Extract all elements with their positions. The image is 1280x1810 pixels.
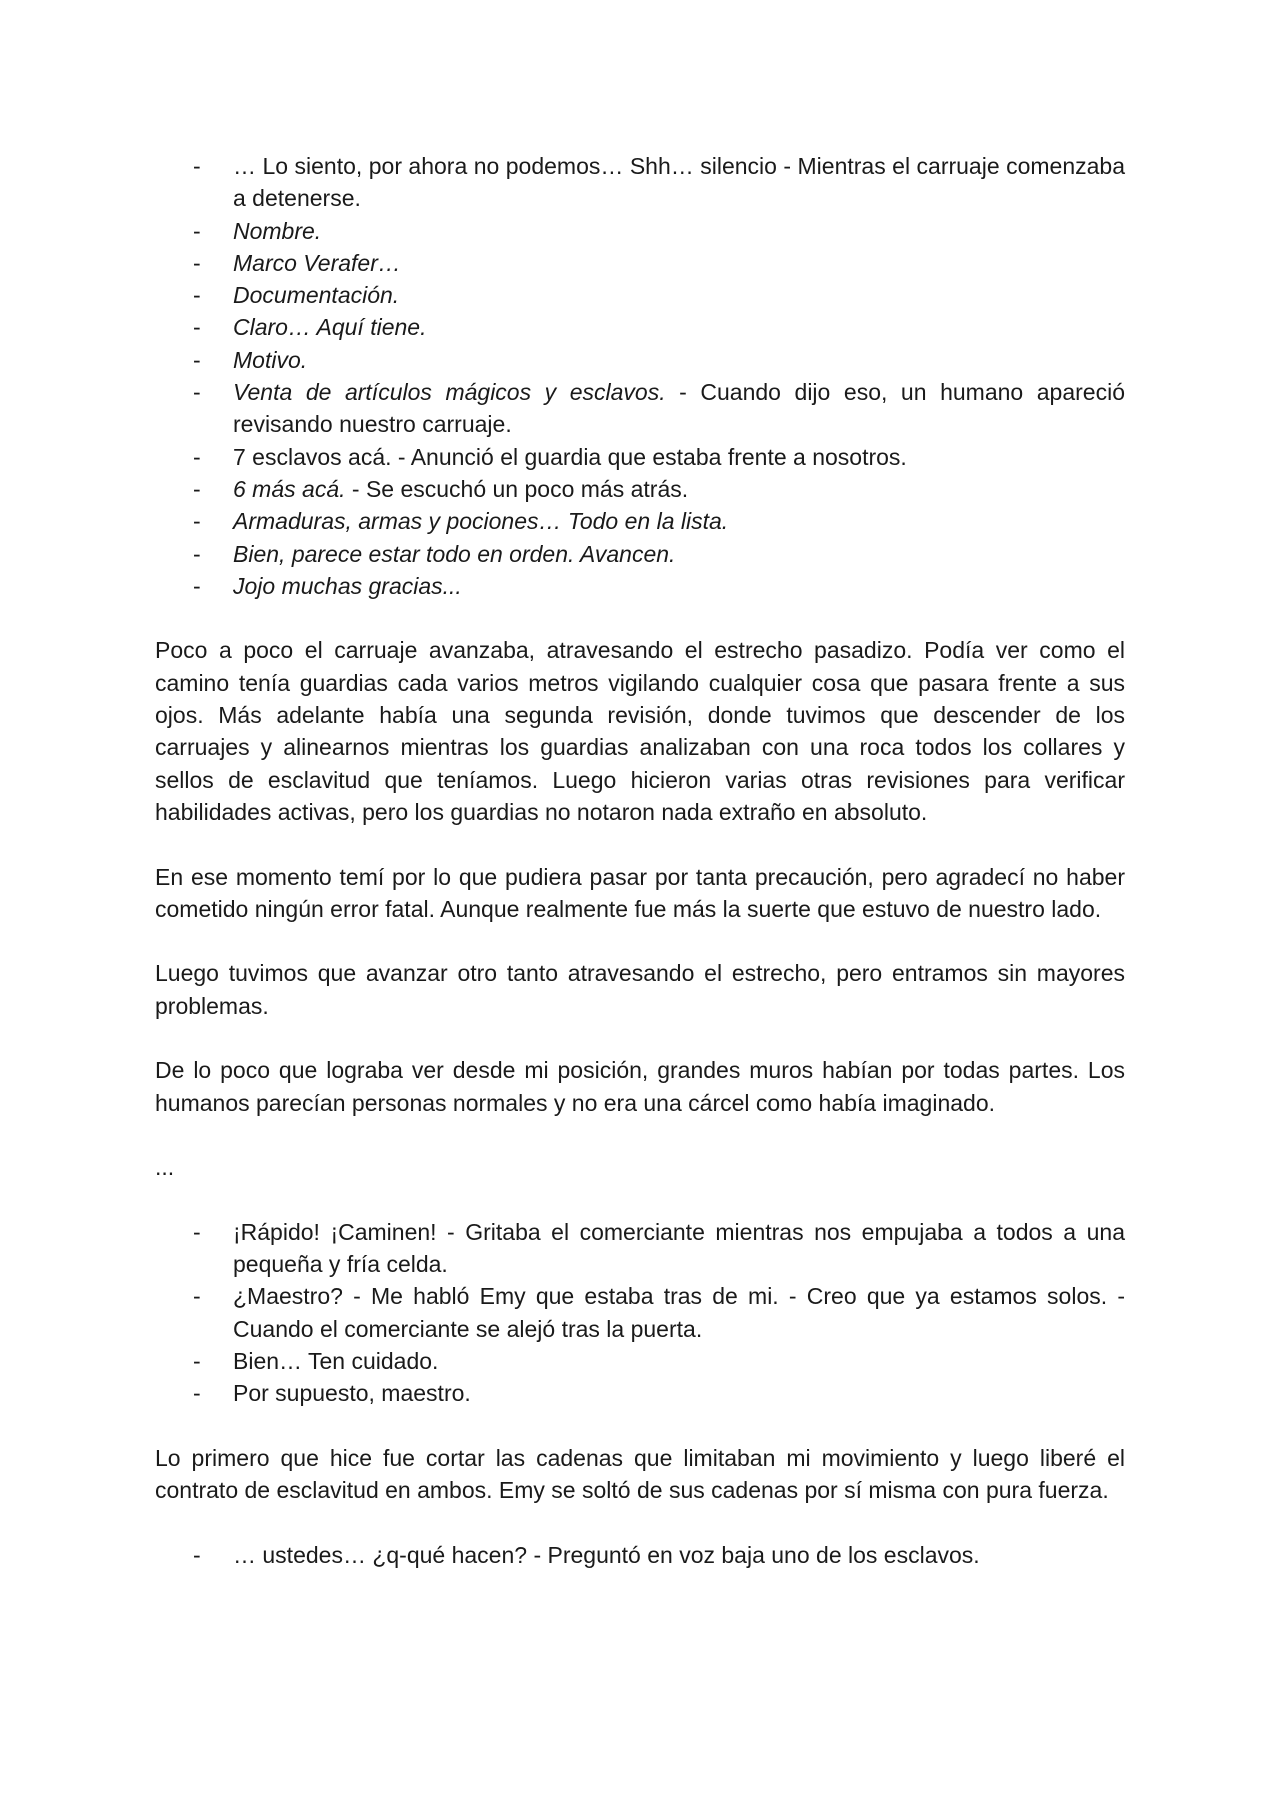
dialogue-text: - Se escuchó un poco más atrás. [345, 475, 689, 502]
dash-marker: - [193, 346, 201, 373]
dialogue-text: Nombre. [233, 217, 322, 244]
dash-marker: - [193, 1218, 201, 1245]
dialogue-text: 7 esclavos acá. - Anunció el guardia que estaba frente a nosotros. [233, 443, 907, 470]
list-item [155, 505, 1125, 537]
list-item [155, 1216, 1125, 1281]
list-item [155, 1345, 1125, 1377]
paragraph: Luego tuvimos que avanzar otro tanto atravesando el estrecho, pero entramos sin mayores problemas. [155, 960, 1125, 1019]
spacer [155, 828, 1125, 860]
list-item [155, 1280, 1125, 1345]
dialogue-text: Bien, parece estar todo en orden. Avancen. [233, 540, 676, 567]
spacer [155, 925, 1125, 957]
paragraph: Poco a poco el carruaje avanzaba, atravesando el estrecho pasadizo. Podía ver como el camino tenía guardias cada varios metros vigilando cualquier cosa que pasara frente a sus ojos. Más adelante había una segunda revisión, donde tuvimos que descender de los carruajes y alinearnos mientras los guardias analizaban con una roca todos los collares y sellos de esclavitud que teníamos. Luego hicieron varias otras revisiones para verificar habilidades activas, pero los guardias no notaron nada extraño en absoluto. [155, 637, 1125, 825]
dash-marker: - [193, 282, 201, 309]
dash-marker: - [193, 153, 201, 179]
dialogue-text: Bien… Ten cuidado. [233, 1347, 439, 1374]
paragraph: Lo primero que hice fue cortar las cadenas que limitaban mi movimiento y luego liberé el contrato de esclavitud en ambos. Emy se soltó de sus cadenas por sí misma con pura fuerza. [155, 1444, 1125, 1504]
dialogue-list-1 [155, 150, 1125, 602]
dash-marker: - [193, 379, 201, 406]
dash-marker: - [193, 1541, 201, 1568]
paragraph: En ese momento temí por lo que pudiera pasar por tanta precaución, pero agradecí no haber cometido ningún error fatal. Aunque realmente fue más la suerte que estuvo de nuestro lado. [155, 863, 1125, 922]
dialogue-text: Motivo. [233, 346, 308, 373]
list-item [155, 570, 1125, 602]
list-item [155, 344, 1125, 376]
list-item [155, 1539, 1125, 1571]
dash-marker: - [193, 249, 201, 276]
dash-marker: - [193, 475, 201, 502]
dialogue-list-3 [155, 1539, 1125, 1571]
dash-marker: - [193, 1380, 201, 1407]
spacer [155, 1119, 1125, 1151]
dialogue-text: Claro… Aquí tiene. [233, 314, 427, 341]
spacer [155, 1184, 1125, 1216]
dialogue-text: ¡Rápido! ¡Caminen! - Gritaba el comerciante mientras nos empujaba a todos a una pequeña y fría celda. [233, 1218, 1125, 1278]
paragraph: De lo poco que lograba ver desde mi posición, grandes muros habían por todas partes. Los humanos parecían personas normales y no era una cárcel como había imaginado. [155, 1057, 1125, 1116]
list-item [155, 538, 1125, 570]
dash-marker: - [193, 572, 201, 599]
list-item [155, 215, 1125, 247]
dialogue-text: Por supuesto, maestro. [233, 1380, 471, 1407]
list-item [155, 150, 1125, 215]
list-item [155, 376, 1125, 441]
list-item [155, 279, 1125, 311]
dialogue-text: Jojo muchas gracias... [233, 572, 462, 599]
dash-marker: - [193, 314, 201, 341]
document-page [155, 150, 1125, 1571]
list-item [155, 247, 1125, 279]
dash-marker: - [193, 217, 201, 244]
dash-marker: - [193, 540, 201, 567]
dash-marker: - [193, 1283, 201, 1310]
dialogue-text: ¿Maestro? - Me habló Emy que estaba tras de mi. - Creo que ya estamos solos. - Cuando el comerciante se alejó tras la puerta. [233, 1283, 1125, 1342]
scene-separator: ... [155, 1154, 175, 1181]
dialogue-text: Marco Verafer… [233, 249, 401, 276]
dialogue-text: 6 más acá. [233, 475, 346, 502]
spacer [155, 1022, 1125, 1054]
dialogue-text: - Cuando dijo eso, un humano apareció revisando nuestro carruaje. [233, 379, 1125, 438]
list-item [155, 473, 1125, 505]
dash-marker: - [193, 443, 201, 470]
spacer [155, 1506, 1125, 1538]
dialogue-text: Armaduras, armas y pociones… Todo en la lista. [233, 508, 729, 535]
dialogue-text: Documentación. [233, 282, 400, 309]
dialogue-text: Venta de artículos mágicos y esclavos. [233, 379, 666, 406]
list-item [155, 1377, 1125, 1409]
dialogue-text: … Lo siento, por ahora no podemos… Shh… silencio - Mientras el carruaje comenzaba a detenerse. [233, 153, 1125, 212]
dialogue-text: … ustedes… ¿q-qué hacen? - Preguntó en voz baja uno de los esclavos. [233, 1541, 980, 1568]
list-item [155, 311, 1125, 343]
spacer [155, 602, 1125, 634]
dash-marker: - [193, 1347, 201, 1374]
list-item [155, 441, 1125, 473]
spacer [155, 1410, 1125, 1442]
dialogue-list-2 [155, 1216, 1125, 1410]
dash-marker: - [193, 508, 201, 535]
